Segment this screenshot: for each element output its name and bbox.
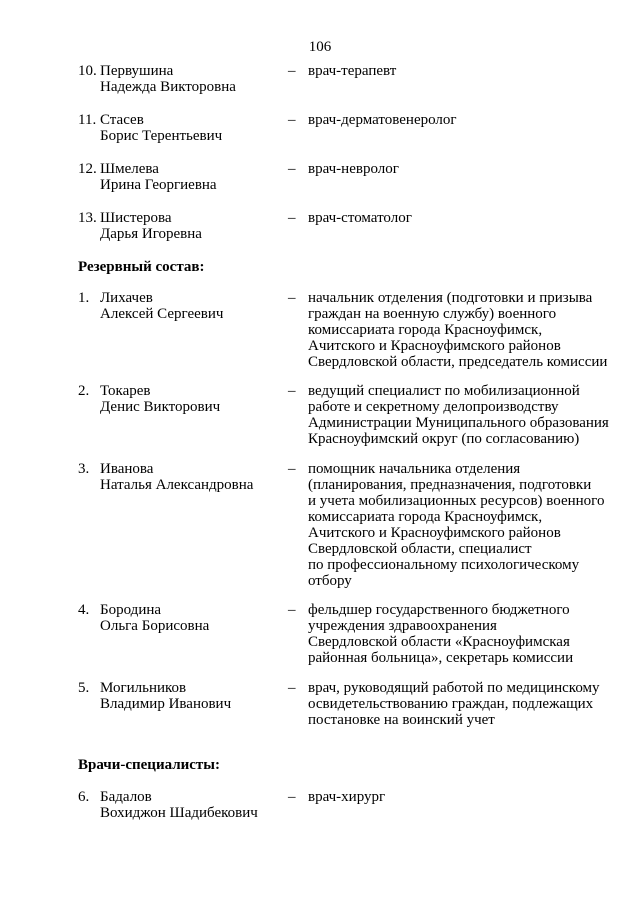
- specialists-section-heading: Врачи-специалисты:: [78, 757, 221, 773]
- dash-separator: –: [288, 112, 296, 128]
- dash-separator: –: [288, 161, 296, 177]
- entry-number: 3.: [78, 461, 90, 477]
- member-name-line: Бадалов: [100, 789, 152, 805]
- member-name-line: Борис Терентьевич: [100, 128, 223, 144]
- position-line: ведущий специалист по мобилизационной: [308, 383, 580, 399]
- member-name: [100, 210, 285, 242]
- position-line: Ачитского и Красноуфимского районов: [308, 338, 561, 354]
- member-name-line: Стасев: [100, 112, 144, 128]
- member-position: [308, 383, 618, 447]
- position-line: врач-дерматовенеролог: [308, 112, 457, 128]
- member-name: [100, 112, 285, 144]
- member-name: [100, 680, 285, 712]
- position-line: Свердловской области, специалист: [308, 541, 532, 557]
- position-line: комиссариата города Красноуфимск,: [308, 509, 543, 525]
- position-line: и учета мобилизационных ресурсов) военного: [308, 493, 605, 509]
- member-name-line: Ирина Георгиевна: [100, 177, 217, 193]
- member-name-line: Владимир Иванович: [100, 696, 232, 712]
- member-name-line: Денис Викторович: [100, 399, 221, 415]
- member-name-line: Дарья Игоревна: [100, 226, 202, 242]
- position-line: врач-невролог: [308, 161, 399, 177]
- position-line: Красноуфимский округ (по согласованию): [308, 431, 580, 447]
- dash-separator: –: [288, 210, 296, 226]
- entry-number: 6.: [78, 789, 90, 805]
- page-number: 106: [308, 39, 332, 55]
- member-position: [308, 789, 618, 805]
- dash-separator: –: [288, 383, 296, 399]
- member-name: [100, 290, 285, 322]
- position-line: фельдшер государственного бюджетного: [308, 602, 570, 618]
- member-name-line: Иванова: [100, 461, 154, 477]
- position-line: граждан на военную службу) военного: [308, 306, 557, 322]
- entry-number: 11.: [78, 112, 97, 128]
- member-name: [100, 383, 285, 415]
- dash-separator: –: [288, 461, 296, 477]
- member-name: [100, 789, 285, 821]
- member-position: [308, 290, 618, 370]
- position-line: учреждения здравоохранения: [308, 618, 497, 634]
- member-name: [100, 461, 285, 493]
- position-line: врач-хирург: [308, 789, 386, 805]
- position-line: Свердловской области, председатель комиссии: [308, 354, 608, 370]
- member-name-line: Алексей Сергеевич: [100, 306, 224, 322]
- position-line: врач, руководящий работой по медицинскому: [308, 680, 600, 696]
- reserve-section-heading: Резервный состав:: [78, 259, 205, 275]
- dash-separator: –: [288, 789, 296, 805]
- member-name-line: Могильников: [100, 680, 187, 696]
- member-position: [308, 680, 618, 728]
- entry-number: 4.: [78, 602, 90, 618]
- member-position: [308, 210, 618, 226]
- member-name-line: Вохиджон Шадибекович: [100, 805, 258, 821]
- member-position: [308, 63, 618, 79]
- entry-number: 5.: [78, 680, 90, 696]
- member-name-line: Бородина: [100, 602, 162, 618]
- member-position: [308, 161, 618, 177]
- dash-separator: –: [288, 680, 296, 696]
- dash-separator: –: [288, 602, 296, 618]
- member-position: [308, 461, 618, 589]
- dash-separator: –: [288, 63, 296, 79]
- position-line: районная больница», секретарь комиссии: [308, 650, 574, 666]
- position-line: Свердловской области «Красноуфимская: [308, 634, 570, 650]
- member-name-line: Лихачев: [100, 290, 153, 306]
- member-name: [100, 63, 285, 95]
- position-line: Администрации Муниципального образования: [308, 415, 609, 431]
- position-line: врач-терапевт: [308, 63, 397, 79]
- dash-separator: –: [288, 290, 296, 306]
- member-name-line: Наталья Александровна: [100, 477, 254, 493]
- entry-number: 13.: [78, 210, 97, 226]
- position-line: Ачитского и Красноуфимского районов: [308, 525, 561, 541]
- position-line: по профессиональному психологическому: [308, 557, 580, 573]
- position-line: помощник начальника отделения: [308, 461, 521, 477]
- position-line: (планирования, предназначения, подготовки: [308, 477, 592, 493]
- member-name-line: Ольга Борисовна: [100, 618, 210, 634]
- member-name: [100, 602, 285, 634]
- position-line: комиссариата города Красноуфимск,: [308, 322, 543, 338]
- entry-number: 1.: [78, 290, 90, 306]
- member-name-line: Первушина: [100, 63, 174, 79]
- member-position: [308, 112, 618, 128]
- member-name-line: Надежда Викторовна: [100, 79, 236, 95]
- member-position: [308, 602, 618, 666]
- position-line: работе и секретному делопроизводству: [308, 399, 559, 415]
- entry-number: 12.: [78, 161, 97, 177]
- position-line: постановке на воинский учет: [308, 712, 495, 728]
- member-name-line: Токарев: [100, 383, 151, 399]
- position-line: отбору: [308, 573, 352, 589]
- entry-number: 2.: [78, 383, 90, 399]
- member-name-line: Шистерова: [100, 210, 172, 226]
- position-line: освидетельствованию граждан, подлежащих: [308, 696, 594, 712]
- member-name: [100, 161, 285, 193]
- position-line: врач-стоматолог: [308, 210, 412, 226]
- entry-number: 10.: [78, 63, 97, 79]
- position-line: начальник отделения (подготовки и призыва: [308, 290, 593, 306]
- member-name-line: Шмелева: [100, 161, 159, 177]
